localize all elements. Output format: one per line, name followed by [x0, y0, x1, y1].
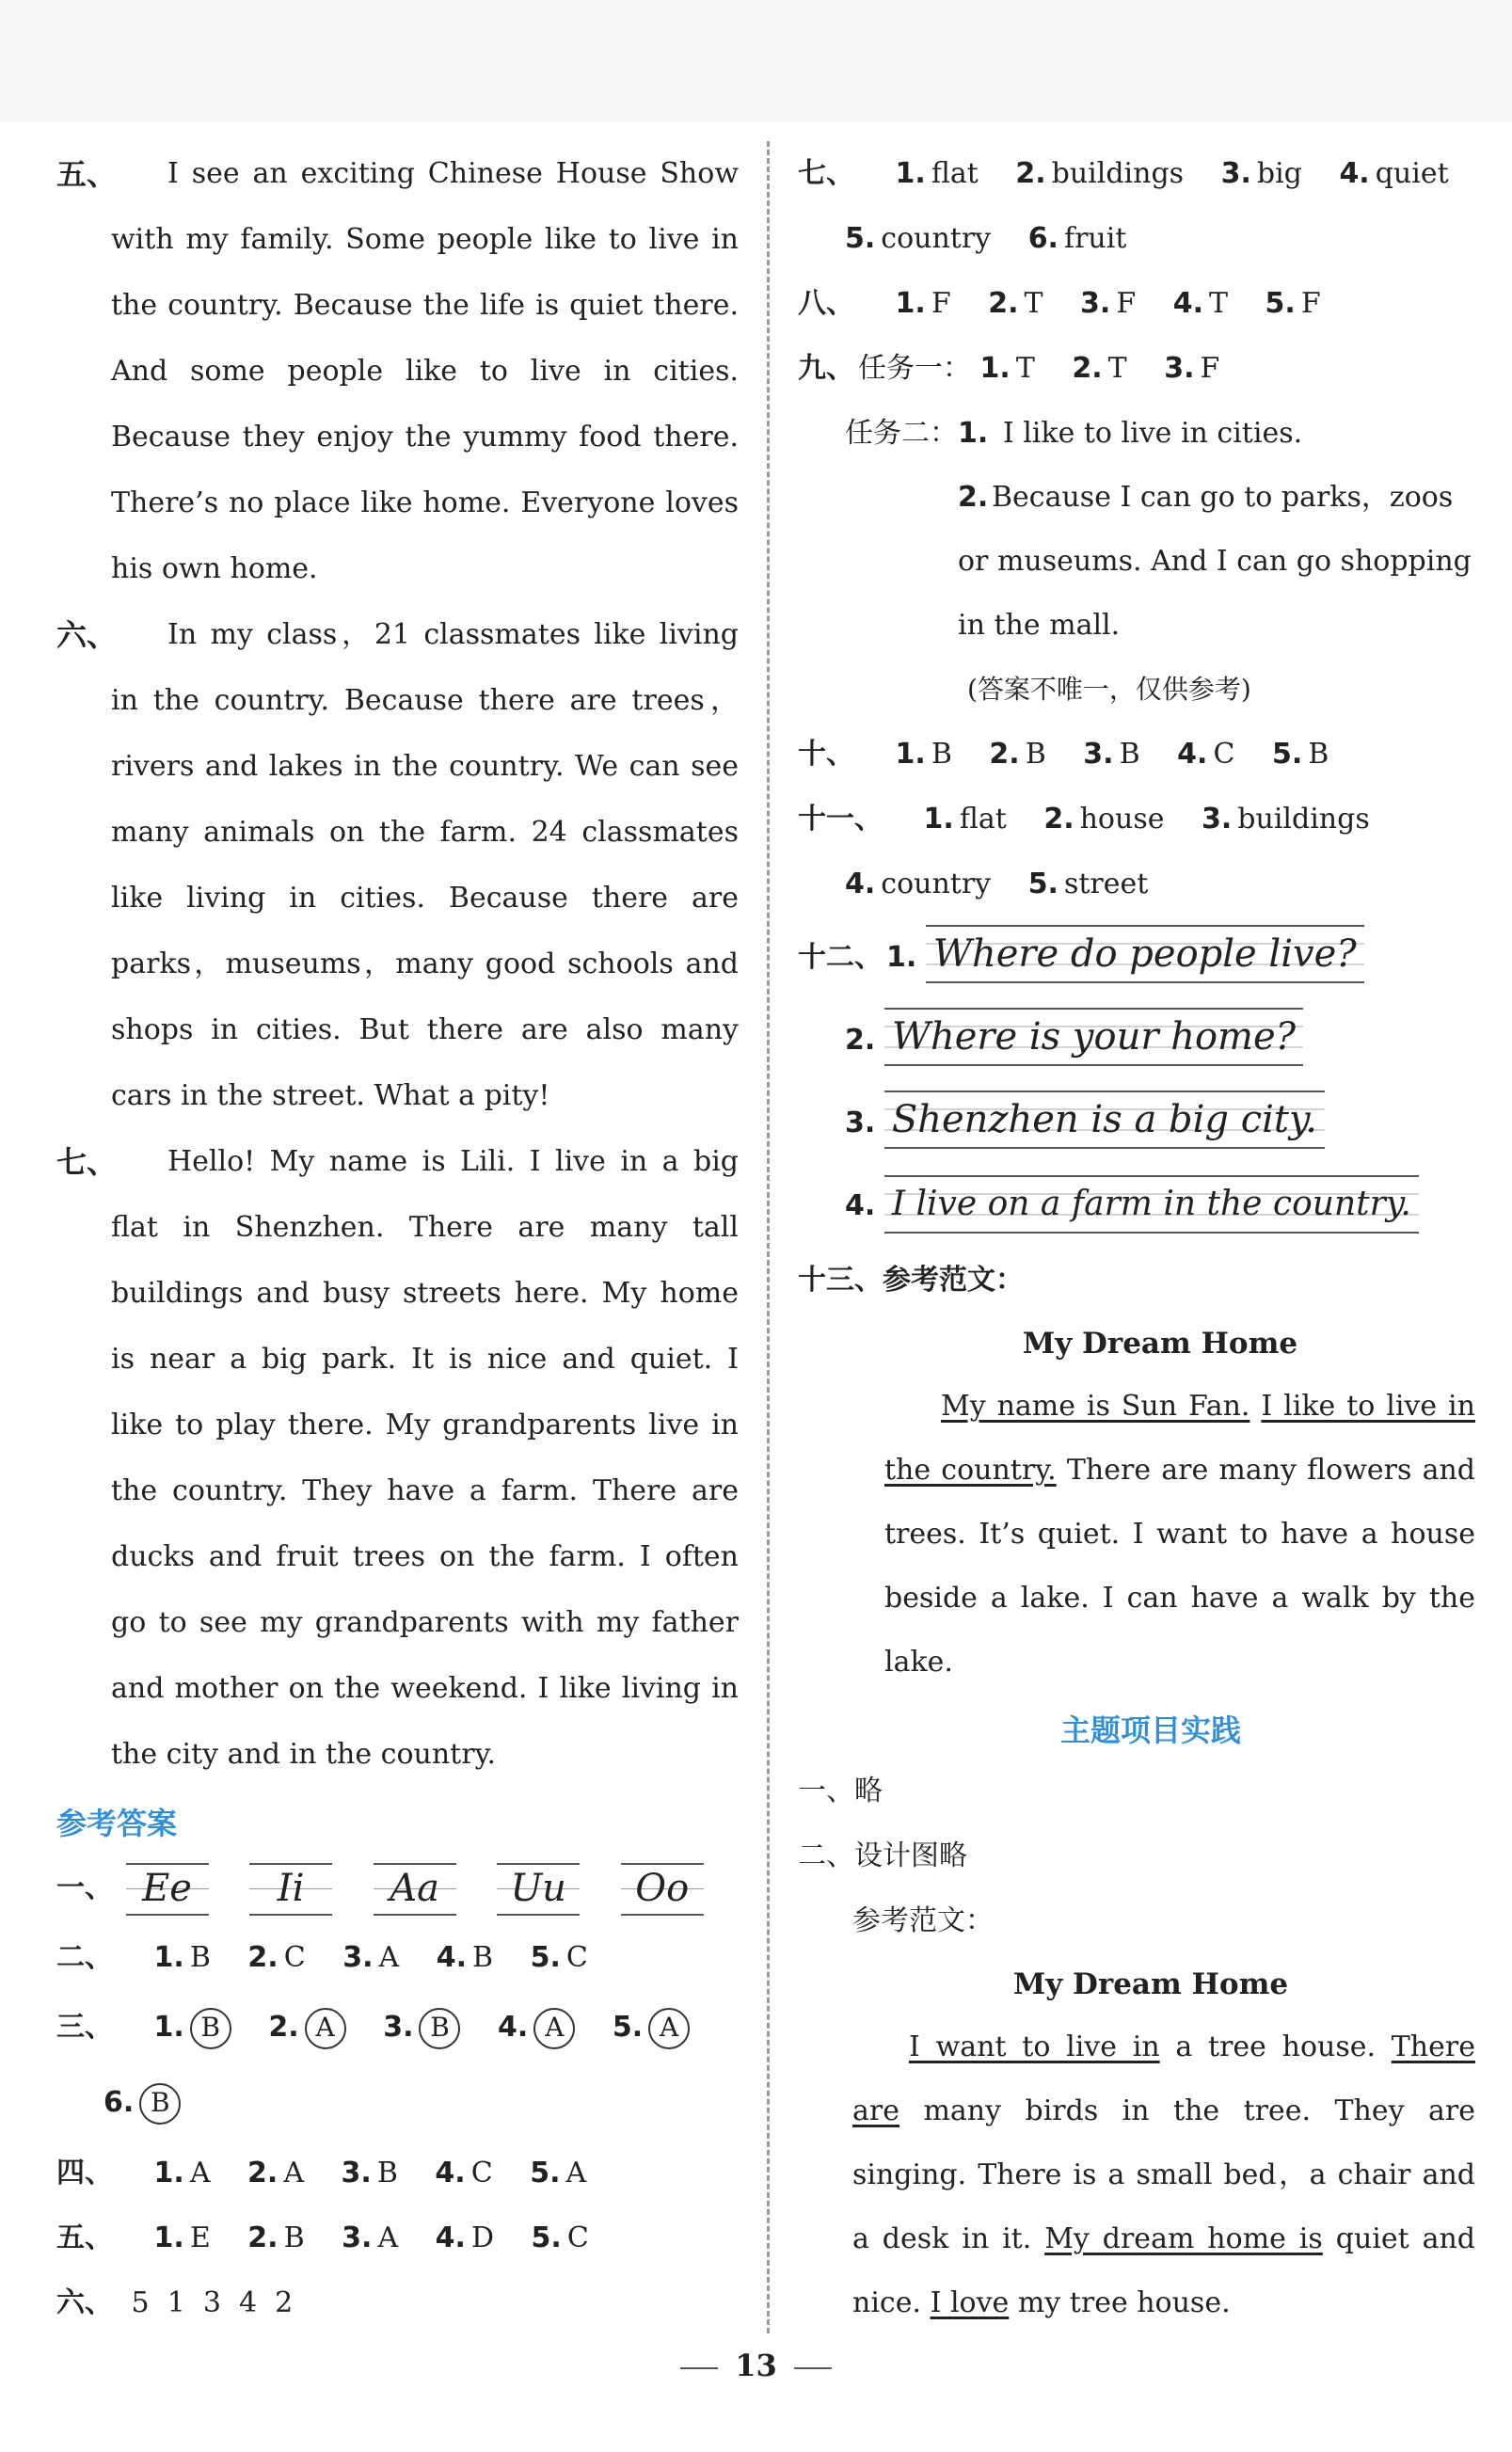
item-answer: A: [189, 2157, 211, 2189]
item-answer: T: [1208, 287, 1228, 320]
item-answer: B: [376, 2157, 398, 2189]
handwriting-line: I live on a farm in the country.: [884, 1175, 1419, 1234]
item-number: 3.: [341, 2157, 372, 2189]
item-number: 5.: [531, 2221, 562, 2254]
row-label: 四、: [56, 2157, 113, 2189]
answer-note: (答案不唯一，仅供参考): [967, 674, 1251, 705]
essay-underlined: I want to live in: [909, 2030, 1160, 2063]
answer-q8: [798, 271, 1475, 336]
item-number: 5.: [1027, 868, 1058, 900]
answer-row-1: [56, 1852, 739, 1925]
item-answer: C: [470, 2157, 493, 2189]
row-label: 二、: [56, 1941, 113, 1974]
item-number: 3.: [342, 1941, 374, 1974]
item-answer: quiet: [1375, 157, 1449, 190]
item-number: 5.: [1265, 287, 1296, 320]
item-answer: F: [1116, 287, 1137, 320]
footer-dash: [794, 2367, 832, 2369]
essay-underlined: I love: [930, 2286, 1010, 2319]
item-number: 4.: [435, 2221, 466, 2254]
item-number: 1.: [153, 2221, 184, 2254]
circled-answer: B: [190, 2008, 231, 2049]
left-column: [56, 141, 739, 2335]
essay-underlined: My name is Sun Fan.: [941, 1390, 1250, 1423]
row-label: 九、: [798, 352, 854, 385]
item-number: 1.: [153, 2157, 184, 2189]
item-answer: F: [1300, 287, 1321, 320]
answer-q7-cont: [798, 206, 1475, 271]
page-number: 13: [735, 2348, 777, 2383]
item-number: 5.: [1271, 738, 1303, 771]
item-answer: C: [565, 1941, 588, 1974]
task-answer: Because I can go to parks，zoos or museums. And I can go shopping in the mall.: [958, 481, 1472, 642]
answer-q12-4: [798, 1165, 1475, 1248]
item-answer: buildings: [1051, 157, 1185, 190]
sequence-answer: 5 1 3 4 2: [131, 2286, 294, 2319]
project-q1: 一、略: [798, 1775, 883, 1807]
answer-q10: [798, 722, 1475, 787]
circled-answer: B: [419, 2008, 460, 2049]
item-answer: E: [189, 2221, 211, 2254]
passage-marker: 七、: [56, 1144, 118, 1180]
item-answer: country: [881, 222, 992, 255]
task-label: 任务一：: [858, 352, 971, 385]
passage-text: I see an exciting Chinese House Show with my family. Some people like to live in the country. Because the life is quiet there. And some people like to live in cities. Because they enjoy the yummy food there. There’s no place like home. Everyone loves his own home.: [111, 157, 739, 585]
item-answer: A: [377, 2221, 399, 2254]
item-answer: B: [1119, 738, 1140, 771]
item-answer: B: [1308, 738, 1329, 771]
item-number: 5.: [530, 1941, 561, 1974]
row-label: 六、: [56, 2286, 113, 2319]
item-answer: F: [931, 287, 951, 320]
answer-row-5: [56, 2205, 739, 2270]
item-answer: B: [1025, 738, 1046, 771]
essay-underlined: I like to live in the country.: [884, 1390, 1475, 1487]
answer-row-4: [56, 2141, 739, 2205]
reference-answers-title: 参考答案: [56, 1806, 178, 1841]
item-answer: T: [1015, 352, 1035, 385]
item-number: 3.: [1164, 352, 1195, 385]
item-number: 3.: [1080, 287, 1111, 320]
circled-answer: A: [305, 2008, 346, 2049]
row-label: 五、: [56, 2221, 113, 2254]
item-answer: B: [189, 1941, 211, 1974]
item-number: 2.: [1015, 157, 1046, 190]
item-number: 2.: [1043, 803, 1074, 836]
item-answer: F: [1200, 352, 1220, 385]
circled-answer: B: [139, 2083, 181, 2125]
circled-answer: A: [533, 2008, 575, 2049]
row-label: 一、: [56, 1871, 113, 1904]
item-number: 5.: [530, 2157, 561, 2189]
item-number: 4.: [436, 1941, 467, 1974]
row-label: 七、: [798, 157, 854, 190]
answer-q12-3: [798, 1082, 1475, 1165]
row-label: 十三、参考范文：: [798, 1264, 1024, 1297]
answer-row-6: [56, 2270, 739, 2335]
right-column: [798, 141, 1475, 2335]
letter-pair: Aa: [374, 1863, 456, 1916]
essay-title: My Dream Home: [1012, 1967, 1289, 2001]
row-label: 十、: [798, 738, 854, 771]
item-answer: T: [1024, 287, 1043, 320]
item-number: 2.: [247, 1941, 279, 1974]
answer-q12-1: [798, 916, 1475, 999]
item-number: 3.: [342, 2221, 373, 2254]
item-answer: D: [470, 2221, 494, 2254]
passage-text: Hello! My name is Lili. I live in a big flat in Shenzhen. There are many tall buildings and busy streets here. My home is near a big park. It is nice and quiet. I like to play there. My grandparents live in the country. They have a farm. There are ducks and fruit trees on the farm. I often go to see my grandparents with my father and mother on the weekend. I like living in the city and in the country.: [111, 1145, 739, 1771]
footer-dash: [680, 2367, 718, 2369]
essay-underlined: There are: [852, 2030, 1475, 2127]
item-answer: B: [472, 1941, 494, 1974]
answer-q11: [798, 787, 1475, 852]
passage-text: In my class，21 classmates like living in the country. Because there are trees，rivers and lakes in the country. We can see many animals on the farm. 24 classmates like living in cities. Because there are parks，museums，many good schools and shops in cities. But there are also many cars in the street. What a pity!: [111, 618, 739, 1112]
item-number: 5.: [845, 222, 876, 255]
answer-q7: [798, 141, 1475, 206]
passage-7: [56, 1129, 739, 1788]
item-number: 4.: [1339, 157, 1370, 190]
passage-6: [56, 602, 739, 1129]
item-answer: flat: [959, 803, 1007, 836]
item-number: 2.: [958, 481, 989, 514]
essay-sentence: There are many flowers and trees. It’s quiet. I want to have a house beside a lake. I can have a walk by the lake.: [884, 1454, 1475, 1679]
answer-q13: [798, 1248, 1475, 1313]
passage-marker: 六、: [56, 617, 118, 653]
item-number: 1.: [923, 803, 954, 836]
item-answer: A: [283, 2157, 304, 2189]
row-label: 十一、: [798, 803, 883, 836]
item-answer: C: [283, 1941, 306, 1974]
item-number: 4.: [845, 868, 876, 900]
essay-sentence: a tree house.: [1175, 2030, 1377, 2063]
answer-q9-task1: [798, 336, 1475, 401]
item-answer: B: [931, 738, 952, 771]
handwriting-line: Where do people live?: [926, 925, 1364, 983]
item-number: 2.: [247, 2157, 279, 2189]
essay-text: [798, 2015, 1475, 2335]
passage-5: [56, 141, 739, 602]
column-divider: [767, 141, 770, 2333]
item-answer: fruit: [1063, 222, 1127, 255]
item-answer: C: [1213, 738, 1235, 771]
item-number: 1.: [153, 2011, 184, 2044]
item-answer: house: [1079, 803, 1165, 836]
item-number: 4.: [1177, 738, 1208, 771]
item-number: 2.: [268, 2011, 299, 2044]
item-answer: B: [283, 2221, 305, 2254]
item-number: 6.: [103, 2086, 135, 2119]
letter-pair: Ee: [126, 1863, 209, 1916]
circled-answer: A: [648, 2008, 690, 2049]
row-label: 八、: [798, 287, 854, 320]
item-number: 3.: [1220, 157, 1251, 190]
task-answer: I like to live in cities.: [1002, 417, 1303, 450]
handwriting-line: Where is your home?: [884, 1008, 1303, 1066]
answer-row-2: [56, 1925, 739, 1990]
project-q2: 二、设计图略: [798, 1839, 967, 1872]
item-number: 2.: [247, 2221, 279, 2254]
item-number: 3.: [845, 1107, 876, 1139]
item-number: 1.: [895, 287, 926, 320]
essay-sentence: quiet and nice.: [852, 2222, 1475, 2319]
item-number: 4.: [498, 2011, 529, 2044]
essay-sentence: many birds in the tree. They are singing. There is a small bed，a chair and a desk in it.: [852, 2094, 1475, 2255]
answer-q12-2: [798, 999, 1475, 1082]
page-footer: [0, 2348, 1512, 2383]
item-answer: big: [1256, 157, 1302, 190]
essay-underlined: My dream home is: [1044, 2222, 1323, 2255]
item-number: 3.: [1083, 738, 1114, 771]
item-number: 1.: [979, 352, 1011, 385]
answer-row-3: [56, 1990, 739, 2065]
item-number: 3.: [1202, 803, 1233, 836]
item-number: 2.: [845, 1024, 876, 1057]
item-number: 3.: [383, 2011, 414, 2044]
item-number: 4.: [1172, 287, 1203, 320]
item-answer: street: [1063, 868, 1149, 900]
item-number: 2.: [989, 738, 1020, 771]
letter-pair: Ii: [249, 1863, 332, 1916]
answer-q11-cont: [798, 852, 1475, 916]
answer-q9-task2-2: [798, 466, 1475, 658]
answer-q9-task2: [798, 401, 1475, 466]
essay-title: My Dream Home: [1022, 1327, 1298, 1361]
letter-pair: Oo: [621, 1863, 704, 1916]
item-answer: A: [565, 2157, 587, 2189]
item-number: 1.: [886, 941, 917, 974]
header-band: [0, 0, 1512, 122]
essay-sentence: my tree house.: [1017, 2286, 1231, 2319]
item-answer: C: [566, 2221, 589, 2254]
item-number: 4.: [435, 2157, 466, 2189]
item-number: 5.: [612, 2011, 644, 2044]
row-label: 三、: [56, 2011, 113, 2044]
item-number: 1.: [153, 1941, 184, 1974]
item-answer: country: [881, 868, 992, 900]
item-number: 1.: [958, 417, 989, 450]
essay-text: [798, 1375, 1475, 1695]
item-answer: buildings: [1237, 803, 1370, 836]
project-title: 主题项目实践: [1059, 1712, 1241, 1748]
item-answer: flat: [931, 157, 979, 190]
item-number: 1.: [895, 157, 926, 190]
letter-pair: Uu: [497, 1863, 580, 1916]
project-ref: 参考范文：: [852, 1904, 994, 1937]
row-label: 十二、: [798, 941, 883, 974]
answer-row-3-cont: [56, 2065, 739, 2141]
item-number: 1.: [895, 738, 926, 771]
item-number: 4.: [845, 1189, 876, 1222]
item-answer: T: [1107, 352, 1127, 385]
item-answer: A: [378, 1941, 400, 1974]
item-number: 6.: [1027, 222, 1058, 255]
handwriting-line: Shenzhen is a big city.: [884, 1091, 1325, 1149]
item-number: 2.: [988, 287, 1019, 320]
passage-marker: 五、: [56, 156, 118, 192]
task-label: 任务二：: [845, 417, 958, 450]
item-number: 2.: [1072, 352, 1103, 385]
